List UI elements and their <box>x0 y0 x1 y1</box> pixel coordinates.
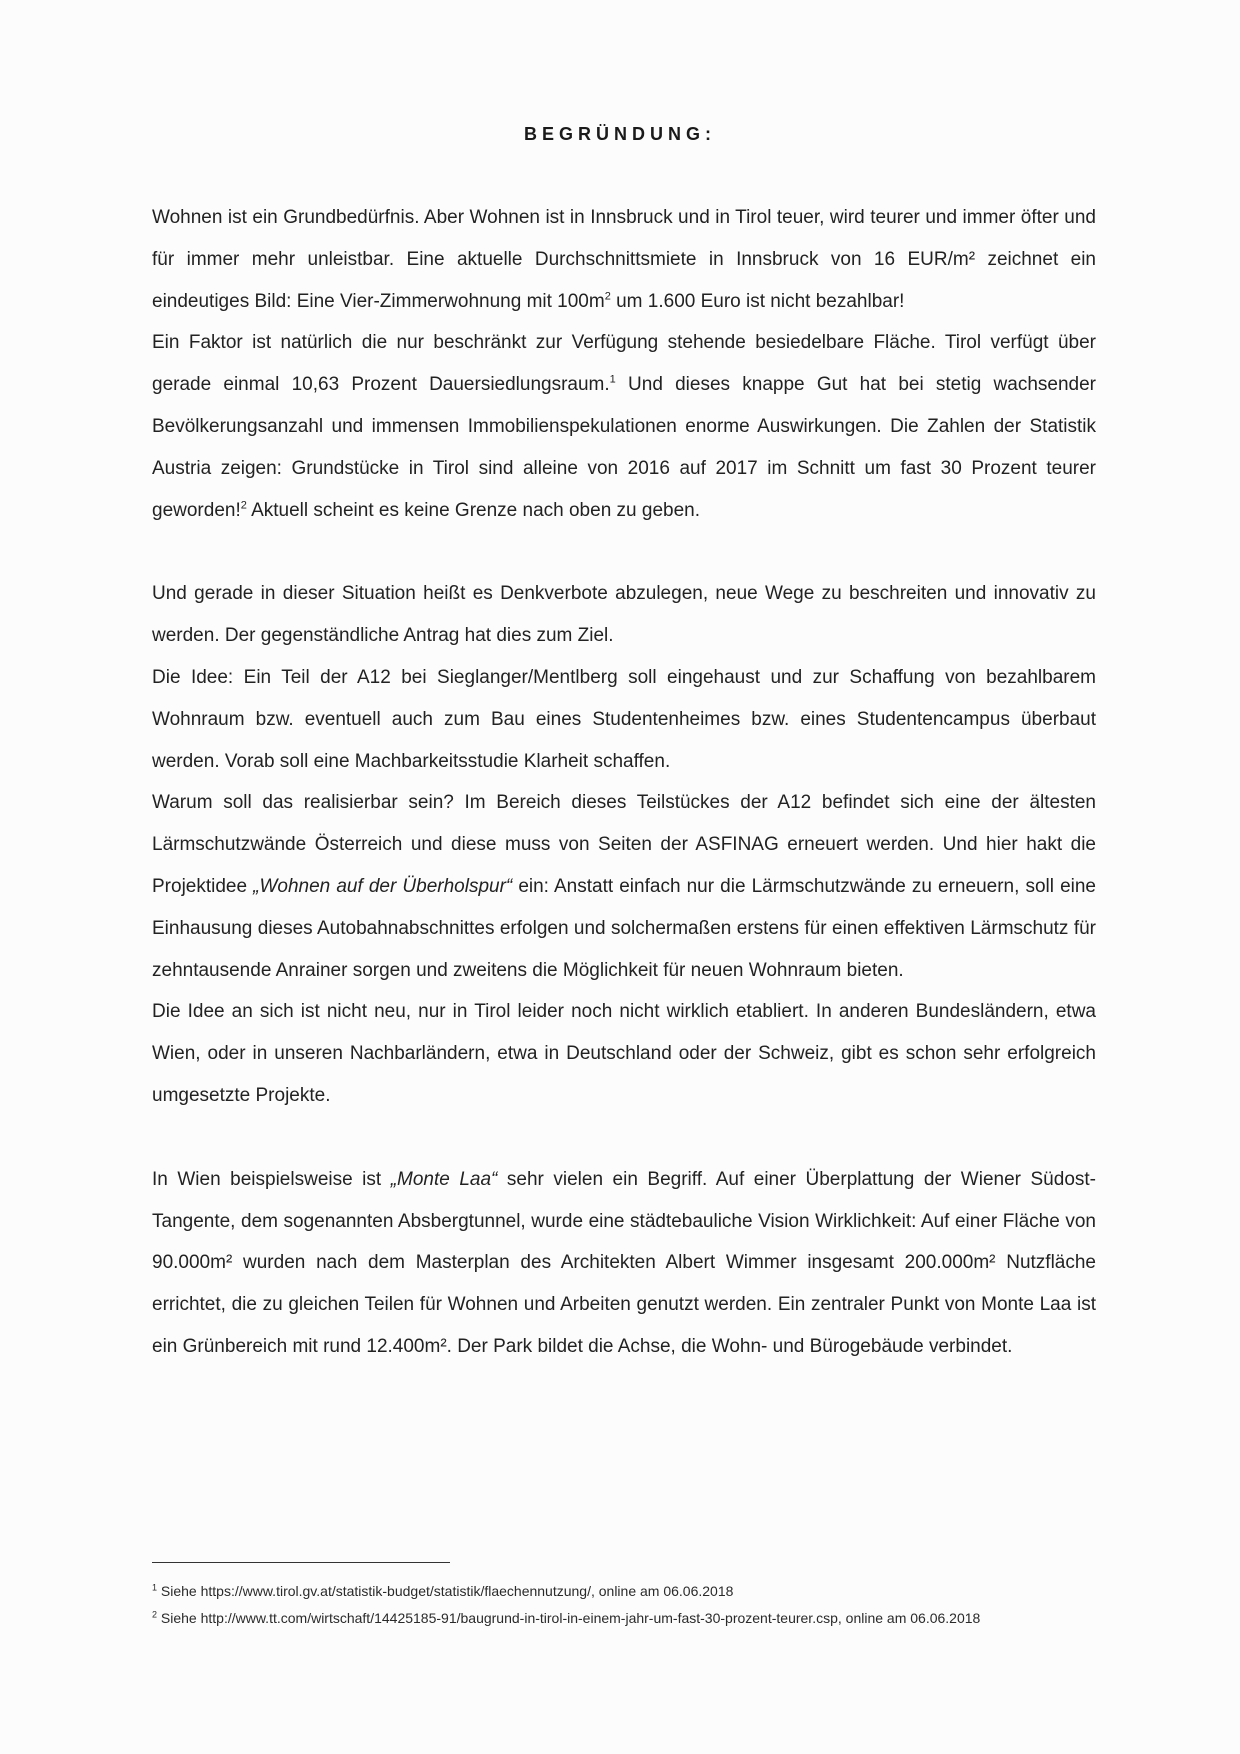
paragraph-8-text-end: sehr vielen ein Begriff. Auf einer Überplattung der Wiener Südost-Tangente, dem sogenannten Absbergtunnel, wurde eine städtebauliche Vision Wirklichkeit: Auf einer Fläche von 90.000m² wurden nach dem Masterplan des Architekten Albert Wimmer insgesamt 200.000m² Nutzfläche errichtet, die zu gleichen Teilen für Wohnen und Arbeiten genutzt werden. Ein zentraler Punkt von Monte Laa ist ein Grünbereich mit rund 12.400m². Der Park bildet die Achse, die Wohn- und Bürogebäude verbindet. <box>152 1168 1096 1357</box>
body-text <box>152 197 1096 1368</box>
paragraph-5: Die Idee: Ein Teil der A12 bei Sieglanger/Mentlberg soll eingehaust und zur Schaffung von bezahlbarem Wohnraum bzw. eventuell auch zum Bau eines Studentenheimes bzw. eines Studentencampus überbaut werden. Vorab soll eine Machbarkeitsstudie Klarheit schaffen. <box>152 666 1096 772</box>
paragraph-2 <box>152 322 1096 531</box>
paragraph-1-text-end: um 1.600 Euro ist nicht bezahlbar! <box>610 290 905 312</box>
footnotes <box>152 1578 1096 1632</box>
paragraph-gap <box>152 531 1096 573</box>
paragraph-3-text-end: Aktuell scheint es keine Grenze nach oben zu geben. <box>246 499 700 521</box>
footnote-ref-2[interactable]: 2 <box>240 499 247 512</box>
footnote-2-text[interactable]: Siehe http://www.tt.com/wirtschaft/14425185-91/baugrund-in-tirol-in-einem-jahr-um-fast-30-prozent-teurer.csp, online am 06.06.2018 <box>157 1610 981 1626</box>
paragraph-8-text: In Wien beispielsweise ist <box>152 1168 391 1190</box>
paragraph-gap <box>152 1117 1096 1159</box>
footnote-ref-1[interactable]: 1 <box>609 373 616 386</box>
footnote-number: 2 <box>152 1609 158 1620</box>
paragraph-4: Und gerade in dieser Situation heißt es Denkverbote abzulegen, neue Wege zu beschreiten und innovativ zu werden. Der gegenständliche Antrag hat dies zum Ziel. <box>152 583 1096 647</box>
monte-laa-title: „Monte Laa“ <box>390 1168 498 1190</box>
paragraph-7: Die Idee an sich ist nicht neu, nur in Tirol leider noch nicht wirklich etabliert. In anderen Bundesländern, etwa Wien, oder in unseren Nachbarländern, etwa in Deutschland oder der Schweiz, gibt es schon sehr erfolgreich umgesetzte Projekte. <box>152 1001 1096 1106</box>
footnote-separator <box>152 1562 450 1563</box>
paragraph-6-text-end: ein: Anstatt einfach nur die Lärmschutzwände zu erneuern, soll eine Einhausung dieses Autobahnabschnittes erfolgen und solchermaßen erstens für einen effektiven Lärmschutz für zehntausende Anrainer sorgen und zweitens die Möglichkeit für neuen Wohnraum bieten. <box>152 875 1096 981</box>
section-heading: BEGRÜNDUNG: <box>524 124 716 144</box>
paragraph-2-text: Ein Faktor ist natürlich die nur beschränkt zur Verfügung stehende besiedelbare Fläche. Tirol verfügt über gerade einmal 10,63 Prozent Dauersiedlungsraum. <box>152 332 1096 396</box>
superscript: 2 <box>604 290 611 303</box>
paragraph-6 <box>152 782 1096 991</box>
footnote-number: 1 <box>152 1582 158 1593</box>
paragraph-2-text-end: Und dieses knappe Gut hat bei stetig wachsender Bevölkerungsanzahl und immensen Immobilienspekulationen enorme Auswirkungen. <box>152 374 1096 437</box>
project-title: „Wohnen auf der Überholspur“ <box>253 875 513 897</box>
footnote-1 <box>152 1578 1096 1605</box>
footnote-1-text[interactable]: Siehe https://www.tirol.gv.at/statistik-budget/statistik/flaechennutzung/, online am 06.06.2018 <box>157 1583 734 1599</box>
paragraph-1-text: Wohnen ist ein Grundbedürfnis. Aber Wohnen ist in Innsbruck und in Tirol teuer, wird teurer und immer öfter und für immer mehr unleistbar. Eine aktuelle Durchschnittsmiete in Innsbruck von 16 EUR/m² zeichnet ein eindeutiges Bild: Eine Vier-Zimmerwohnung mit 100m <box>152 207 1096 312</box>
paragraph-3-text: Die Zahlen der Statistik Austria zeigen: Grundstücke in Tirol sind alleine von 2016 auf 2017 im Schnitt um fast 30 Prozent teurer geworden! <box>152 415 1097 521</box>
paragraph-1 <box>152 197 1096 322</box>
paragraph-6-text: Warum soll das realisierbar sein? Im Bereich dieses Teilstückes der A12 befindet sich eine der ältesten Lärmschutzwände Österreich und diese muss von Seiten der ASFINAG erneuert werden. Und hier hakt die Projektidee <box>152 792 1096 897</box>
footnote-2 <box>152 1605 1096 1632</box>
paragraph-8 <box>152 1159 1096 1368</box>
